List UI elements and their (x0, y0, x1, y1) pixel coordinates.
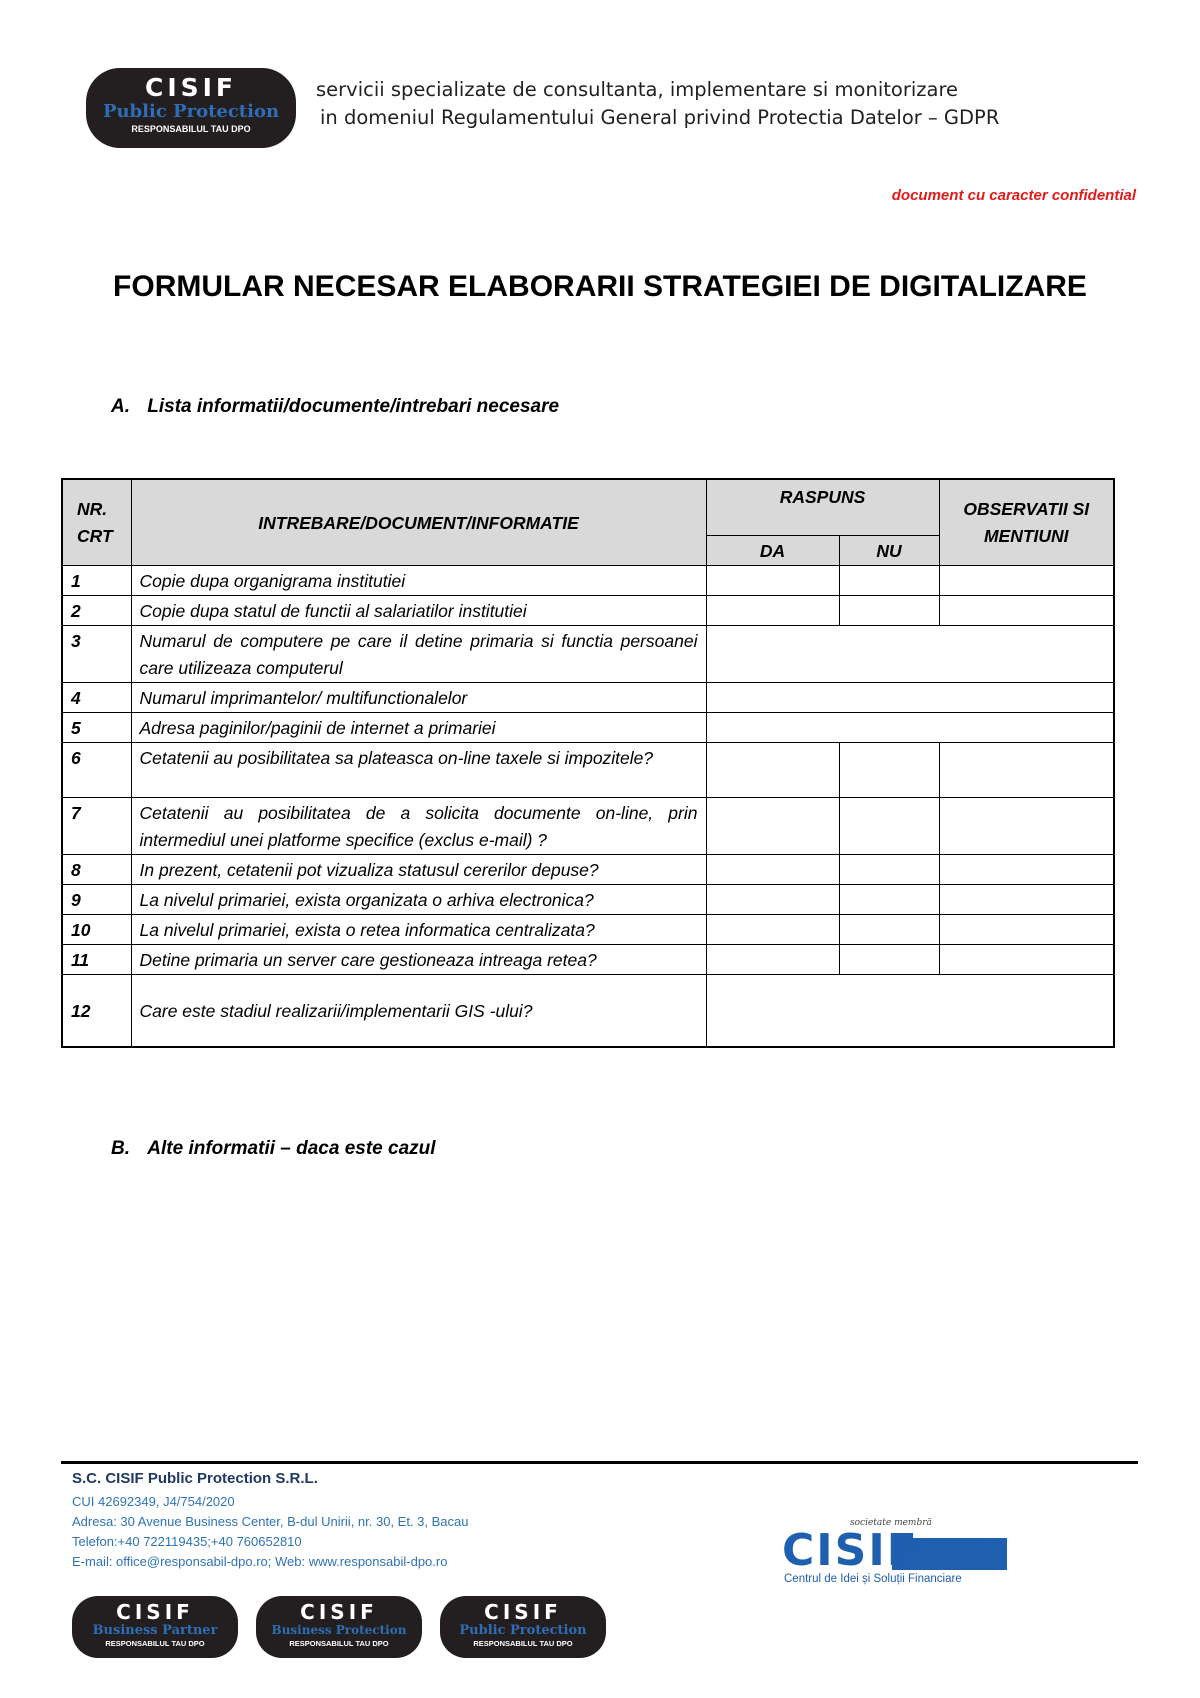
footer-company: S.C. CISIF Public Protection S.R.L. (72, 1470, 318, 1487)
footer-phone: Telefon:+40 722119435;+40 760652810 (72, 1534, 302, 1549)
answer-nu-cell[interactable] (839, 797, 939, 854)
footer-logo-business-protection (256, 1596, 422, 1658)
header-tagline-2: in domeniul Regulamentului General privind Protectia Datelor – GDPR (320, 106, 1000, 129)
notes-cell[interactable] (939, 854, 1114, 884)
notes-cell[interactable] (939, 884, 1114, 914)
section-a-heading (111, 396, 559, 418)
header-no: NU (839, 535, 939, 565)
table-row (62, 712, 1114, 742)
answer-nu-cell[interactable] (839, 595, 939, 625)
section-b-heading (111, 1138, 436, 1160)
row-nr: 7 (62, 797, 131, 854)
row-question: Adresa paginilor/paginii de internet a primariei (131, 712, 706, 742)
table-row (62, 565, 1114, 595)
footer-address: Adresa: 30 Avenue Business Center, B-dul Unirii, nr. 30, Et. 3, Bacau (72, 1514, 469, 1529)
row-nr: 2 (62, 595, 131, 625)
header-question: INTREBARE/DOCUMENT/INFORMATIE (131, 479, 706, 565)
footer-logo-line2: Business Partner (92, 1623, 218, 1638)
section-b-label: Alte informatii – daca este cazul (147, 1138, 436, 1159)
section-a-marker: A. (111, 396, 130, 417)
footer-email: E-mail: office@responsabil-dpo.ro; Web: www.responsabil-dpo.ro (72, 1554, 448, 1569)
questions-table (61, 478, 1115, 1048)
row-nr: 5 (62, 712, 131, 742)
table-row (62, 625, 1114, 682)
header-notes: OBSERVATII SI MENTIUNI (939, 479, 1114, 565)
notes-cell[interactable] (939, 595, 1114, 625)
row-question: Cetatenii au posibilitatea de a solicita documente on-line, prin intermediul unei platforme specifice (exclus e-mail) ? (131, 797, 706, 854)
row-nr: 3 (62, 625, 131, 682)
notes-cell[interactable] (939, 742, 1114, 797)
header-logo-line2: Public Protection (102, 101, 280, 122)
notes-cell[interactable] (939, 565, 1114, 595)
row-question: Care este stadiul realizarii/implementarii GIS -ului? (131, 974, 706, 1047)
page-title: FORMULAR NECESAR ELABORARII STRATEGIEI DE DIGITALIZARE (113, 270, 1087, 303)
section-a-label: Lista informatii/documente/intrebari necesare (147, 396, 560, 417)
footer-logo-line3: RESPONSABILUL TAU DPO (105, 1639, 205, 1648)
table-row (62, 595, 1114, 625)
row-question: Copie dupa organigrama institutiei (131, 565, 706, 595)
row-question: Detine primaria un server care gestioneaza intreaga retea? (131, 944, 706, 974)
header-answer: RASPUNS (706, 479, 939, 535)
answer-nu-cell[interactable] (839, 914, 939, 944)
footer-logo-line2: Public Protection (459, 1623, 587, 1638)
footer-logo-line3: RESPONSABILUL TAU DPO (289, 1639, 389, 1648)
row-nr: 9 (62, 884, 131, 914)
header-tagline-1: servicii specializate de consultanta, implementare si monitorizare (316, 78, 959, 101)
answer-nu-cell[interactable] (839, 854, 939, 884)
table-row (62, 742, 1114, 797)
partner-logo-subtitle: Centrul de Idei și Soluții Financiare (784, 1573, 962, 1585)
partner-logo-word: CISIF (782, 1525, 919, 1576)
footer-logo-line2: Business Protection (271, 1623, 407, 1637)
header-yes: DA (706, 535, 839, 565)
answer-da-cell[interactable] (706, 595, 839, 625)
table-row (62, 854, 1114, 884)
row-question: Numarul de computere pe care il detine primaria si functia persoanei care utilizeaza computerul (131, 625, 706, 682)
row-question: Numarul imprimantelor/ multifunctionalelor (131, 682, 706, 712)
row-question: Copie dupa statul de functii al salariatilor institutiei (131, 595, 706, 625)
footer-logo-business-partner (72, 1596, 238, 1658)
header-logo (86, 68, 296, 148)
footer-cui: CUI 42692349, J4/754/2020 (72, 1494, 235, 1509)
table-row (62, 682, 1114, 712)
row-question: Cetatenii au posibilitatea sa plateasca on-line taxele si impozitele? (131, 742, 706, 797)
row-nr: 11 (62, 944, 131, 974)
row-nr: 12 (62, 974, 131, 1047)
section-b-marker: B. (111, 1138, 130, 1159)
answer-da-cell[interactable] (706, 944, 839, 974)
answer-da-cell[interactable] (706, 884, 839, 914)
footer-divider (61, 1461, 1138, 1464)
footer-logo-line3: RESPONSABILUL TAU DPO (473, 1639, 573, 1648)
footer-logo-brand: CISIF (116, 1600, 194, 1624)
answer-merged-cell[interactable] (706, 625, 1114, 682)
row-nr: 6 (62, 742, 131, 797)
notes-cell[interactable] (939, 797, 1114, 854)
answer-da-cell[interactable] (706, 854, 839, 884)
header-logo-brand: CISIF (144, 73, 238, 102)
row-question: La nivelul primariei, exista organizata o arhiva electronica? (131, 884, 706, 914)
answer-nu-cell[interactable] (839, 944, 939, 974)
answer-da-cell[interactable] (706, 742, 839, 797)
answer-merged-cell[interactable] (706, 682, 1114, 712)
confidential-note: document cu caracter confidential (891, 187, 1136, 204)
footer-logo-brand: CISIF (300, 1600, 378, 1624)
table-row (62, 884, 1114, 914)
answer-da-cell[interactable] (706, 797, 839, 854)
answer-da-cell[interactable] (706, 565, 839, 595)
table-row (62, 974, 1114, 1047)
row-question: In prezent, cetatenii pot vizualiza statusul cererilor depuse? (131, 854, 706, 884)
row-nr: 4 (62, 682, 131, 712)
answer-merged-cell[interactable] (706, 974, 1114, 1047)
footer-logo-public-protection (440, 1596, 606, 1658)
table-row (62, 797, 1114, 854)
header-nr: NR. CRT (62, 479, 131, 565)
answer-da-cell[interactable] (706, 914, 839, 944)
row-nr: 1 (62, 565, 131, 595)
partner-logo-tagline: societate membră (850, 1518, 932, 1528)
answer-merged-cell[interactable] (706, 712, 1114, 742)
row-question: La nivelul primariei, exista o retea informatica centralizata? (131, 914, 706, 944)
answer-nu-cell[interactable] (839, 565, 939, 595)
row-nr: 10 (62, 914, 131, 944)
answer-nu-cell[interactable] (839, 742, 939, 797)
notes-cell[interactable] (939, 944, 1114, 974)
answer-nu-cell[interactable] (839, 884, 939, 914)
table-row (62, 914, 1114, 944)
table-row (62, 944, 1114, 974)
row-nr: 8 (62, 854, 131, 884)
notes-cell[interactable] (939, 914, 1114, 944)
header-logo-line3: RESPONSABILUL TAU DPO (131, 124, 251, 134)
footer-logo-brand: CISIF (484, 1600, 562, 1624)
